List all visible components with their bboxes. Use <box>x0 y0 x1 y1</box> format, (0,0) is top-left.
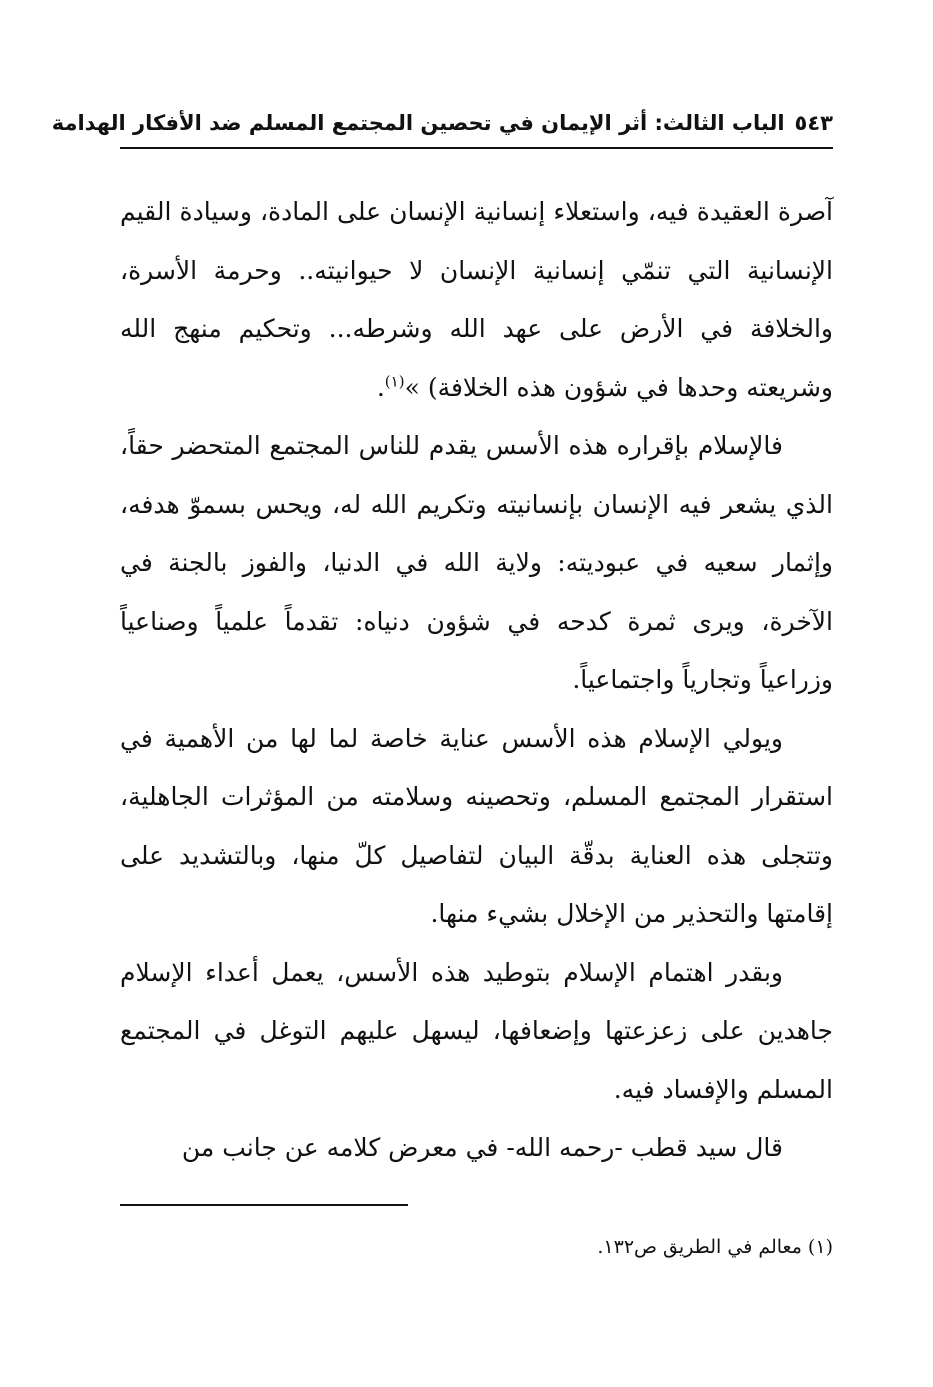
chapter-title: الباب الثالث: أثر الإيمان في تحصين المجتمع المسلم ضد الأفكار الهدامة <box>51 111 785 135</box>
body-text <box>120 183 833 1178</box>
paragraph-4: وبقدر اهتمام الإسلام بتوطيد هذه الأسس، يعمل أعداء الإسلام جاهدين على زعزعتها وإضعافها، ليسهل عليهم التوغل في المجتمع المسلم والإفساد فيه. <box>120 957 833 1104</box>
header-divider <box>120 147 833 149</box>
paragraph-1-text: آصرة العقيدة فيه، واستعلاء إنسانية الإنسان على المادة، وسيادة القيم الإنسانية التي تنمّي إنسانية الإنسان لا حيوانيته.. وحرمة الأسرة، والخلافة في الأرض على عهد الله وشرطه... وتحكيم منهج الله وشريعته وحدها في شؤون هذه الخلافة) » <box>120 197 833 402</box>
paragraph-1-end: . <box>376 372 385 402</box>
footnote-divider <box>120 1204 408 1206</box>
paragraph-2: فالإسلام بإقراره هذه الأسس يقدم للناس المجتمع المتحضر حقاً، الذي يشعر فيه الإنسان بإنسانيته وتكريم الله له، ويحس بسموّ هدفه، وإثمار سعيه في عبوديته: ولاية الله في الدنيا، والفوز بالجنة في الآخرة، ويرى ثمرة كدحه في شؤون دنياه: تقدماً علمياً وصناعياً وزراعياً وتجارياً واجتماعياً. <box>120 431 833 694</box>
running-header <box>51 108 833 138</box>
document-page <box>51 0 833 1387</box>
footnote: (١) معالم في الطريق ص١٣٢. <box>597 1236 833 1258</box>
footnote-reference: (١) <box>384 372 405 391</box>
paragraph-1 <box>120 183 833 417</box>
page-number: ٥٤٣ <box>794 111 833 135</box>
paragraph-5: قال سيد قطب -رحمه الله- في معرض كلامه عن جانب من <box>181 1133 783 1162</box>
paragraph-3: ويولي الإسلام هذه الأسس عناية خاصة لما لها من الأهمية في استقرار المجتمع المسلم، وتحصينه وسلامته من المؤثرات الجاهلية، وتتجلى هذه العناية بدقّة البيان لتفاصيل كلّ منها، وبالتشديد على إقامتها والتحذير من الإخلال بشيء منها. <box>120 723 833 928</box>
